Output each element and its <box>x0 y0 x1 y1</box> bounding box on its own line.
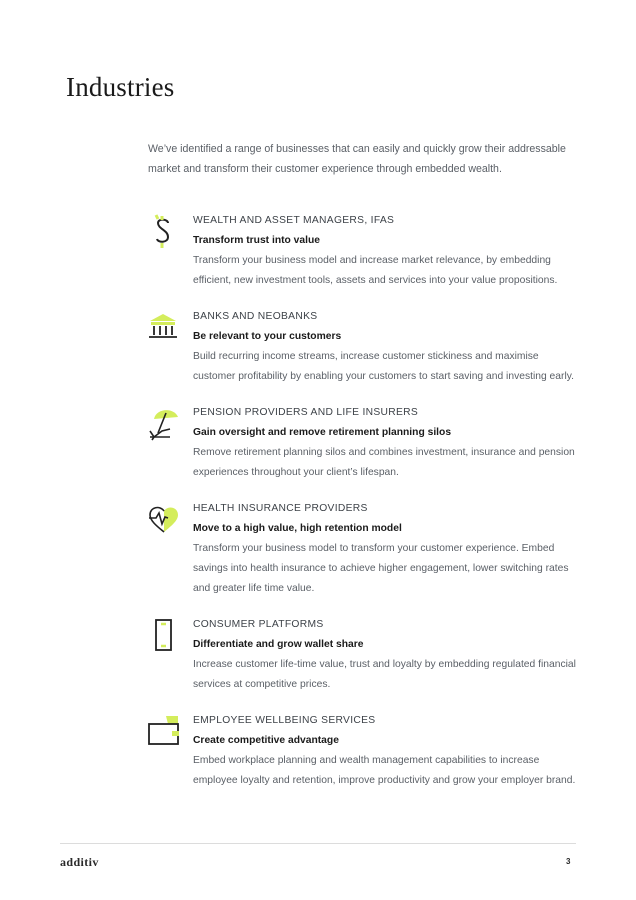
section-subheading: Gain oversight and remove retirement planning silos <box>193 427 452 438</box>
section-subheading: Create competitive advantage <box>193 735 339 746</box>
section-heading: PENSION PROVIDERS AND LIFE INSURERS <box>193 407 419 418</box>
page-title: Industries <box>66 72 175 102</box>
section-body: Transform your business model to transform your customer experience. Embed savings into health insurance to achieve higher engagement, lower switching rates and greater life time value. <box>193 543 569 594</box>
section-heading: WEALTH AND ASSET MANAGERS, IFAS <box>193 215 395 226</box>
section-subheading: Differentiate and grow wallet share <box>193 639 364 650</box>
page-number: 3 <box>566 857 571 866</box>
wallet-icon <box>148 715 182 753</box>
section-heading: BANKS AND NEOBANKS <box>193 311 318 322</box>
bank-icon <box>148 311 182 349</box>
section-body: Remove retirement planning silos and combines investment, insurance and pension experiences throughout your client’s lifespan. <box>193 447 575 478</box>
intro-paragraph: We’ve identified a range of businesses that can easily and quickly grow their addressable market and transform their customer experience through embedded wealth. <box>148 143 566 175</box>
section-subheading: Move to a high value, high retention model <box>193 523 402 534</box>
section-heading: EMPLOYEE WELLBEING SERVICES <box>193 715 376 726</box>
section-body: Build recurring income streams, increase customer stickiness and maximise customer profitability by enabling your customers to start saving and investing early. <box>193 351 574 382</box>
section-heading: CONSUMER PLATFORMS <box>193 619 324 630</box>
brand-logo: additiv <box>60 855 99 869</box>
section-body: Transform your business model and increase market relevance, by embedding efficient, new investment tools, assets and services into your value propositions. <box>193 255 558 286</box>
beach-umbrella-icon <box>148 405 182 443</box>
footer-divider <box>60 843 576 844</box>
dollar-icon <box>148 213 182 251</box>
section-subheading: Be relevant to your customers <box>193 331 342 342</box>
smartphone-icon <box>148 619 182 657</box>
section-heading: HEALTH INSURANCE PROVIDERS <box>193 503 368 514</box>
heart-pulse-icon <box>148 503 182 541</box>
section-subheading: Transform trust into value <box>193 235 321 246</box>
section-body: Embed workplace planning and wealth management capabilities to increase employee loyalty and retention, improve productivity and grow your employer brand. <box>193 755 576 786</box>
section-body: Increase customer life-time value, trust and loyalty by embedding regulated financial services at competitive prices. <box>193 659 576 690</box>
